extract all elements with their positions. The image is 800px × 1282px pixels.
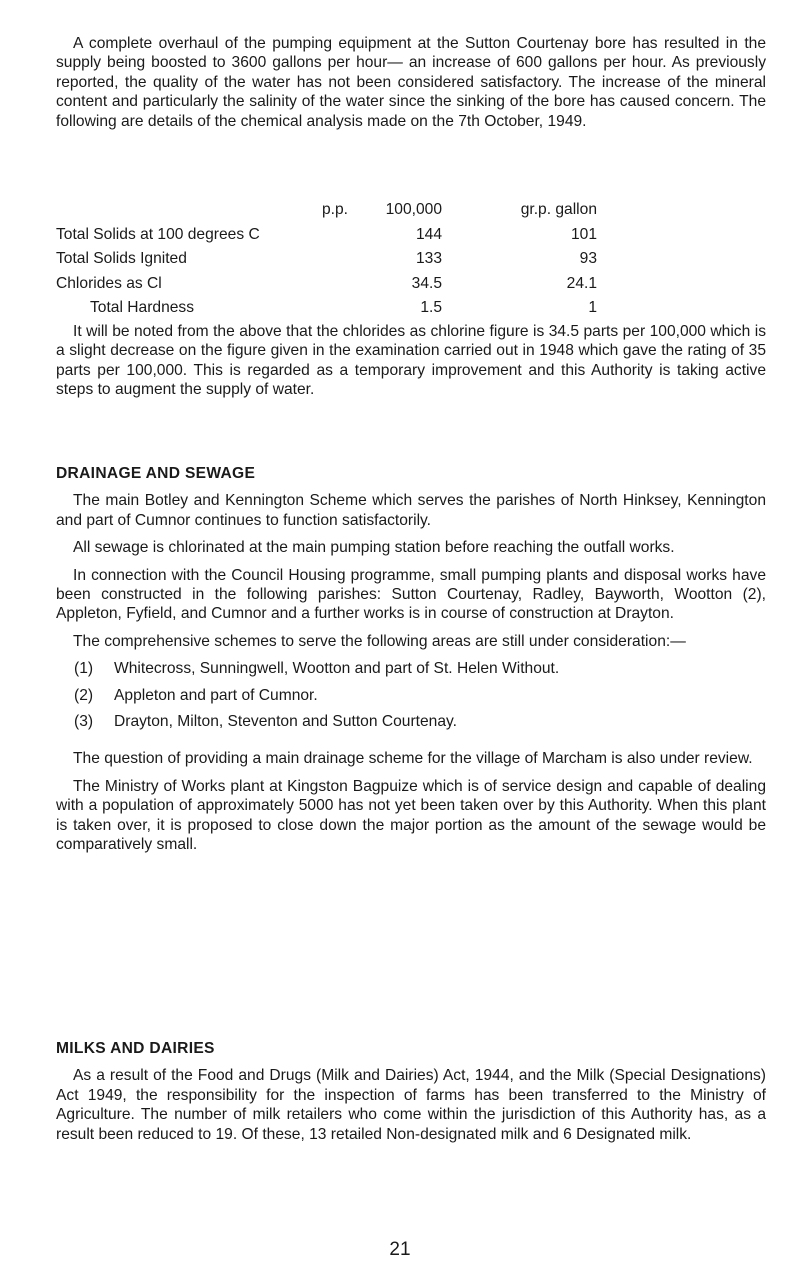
intro-paragraph: A complete overhaul of the pumping equipment at the Sutton Courtenay bore has resulted in the supply being boosted to 3600 gallons per hour— an increase of 600 gallons per hour. As previously reported, the quality of the water has not been considered satisfactory. The increase of the mineral content and particularly the salinity of the water since the sinking of the bore has caused concern. The following are details of the chemical analysis made on the 7th October, 1949. xyxy=(56,35,766,130)
row-value-ppm: 34.5 xyxy=(411,274,442,292)
table-row xyxy=(56,225,597,250)
scheme-list xyxy=(56,659,766,731)
row-value-gpg: 1 xyxy=(588,299,597,316)
row-value-ppm: 144 xyxy=(415,225,442,243)
drainage-paragraph-1: The main Botley and Kennington Scheme which serves the parishes of North Hinksey, Kennington and part of Cumnor continues to function satisfactorily. xyxy=(56,492,766,529)
page-number: 21 xyxy=(389,1239,411,1260)
list-item xyxy=(56,659,766,678)
list-item xyxy=(56,712,766,731)
header-label: p.p. xyxy=(321,201,348,218)
header-col2: gr.p. gallon xyxy=(520,201,597,218)
drainage-paragraph-2: All sewage is chlorinated at the main pumping station before reaching the outfall works. xyxy=(73,539,675,557)
row-label: Total Hardness xyxy=(90,299,195,316)
table-row xyxy=(56,298,597,323)
analysis-table xyxy=(56,200,597,323)
drainage-paragraph-6: The Ministry of Works plant at Kingston Bagpuize which is of service design and capable of dealing with a population of approximately 5000 has not yet been taken over by this Authority. When this plant is taken over, it is proposed to close down the major portion as the amount of the sewage would be comparatively small. xyxy=(56,777,766,854)
row-value-gpg: 101 xyxy=(570,225,597,243)
row-label: Total Solids at 100 degrees C xyxy=(56,225,260,243)
milks-paragraph-1: As a result of the Food and Drugs (Milk and Dairies) Act, 1944, and the Milk (Special Designations) Act 1949, the responsibility for the inspection of farms has been transferred to the Ministry of Agriculture. The number of milk retailers who come within the jurisdiction of this Authority has, as a result been reduced to 19. Of these, 13 retailed Non-designated milk and 6 Designated milk. xyxy=(56,1067,766,1143)
list-item-text: Drayton, Milton, Steventon and Sutton Courtenay. xyxy=(114,713,457,731)
drainage-paragraph-5: The question of providing a main drainage scheme for the village of Marcham is also under review. xyxy=(73,750,753,768)
row-value-gpg: 93 xyxy=(579,250,597,267)
list-item-text: Whitecross, Sunningwell, Wootton and part of St. Helen Without. xyxy=(114,660,560,678)
row-label: Total Solids Ignited xyxy=(56,250,187,267)
row-label: Chlorides as Cl xyxy=(56,274,162,292)
chlorides-paragraph: It will be noted from the above that the chlorides as chlorine figure is 34.5 parts per 100,000 which is a slight decrease on the figure given in the examination carried out in 1948 which gave the rating of 35 parts per 100,000. This is regarded as a temporary improvement and this Authority is taking active steps to augment the supply of water. xyxy=(56,323,766,399)
list-item-number: (3) xyxy=(74,713,94,731)
row-value-gpg: 24.1 xyxy=(566,274,597,292)
table-row xyxy=(56,274,597,299)
chlorides-section xyxy=(56,322,766,400)
list-item-text: Appleton and part of Cumnor. xyxy=(114,686,318,704)
drainage-paragraph-3: In connection with the Council Housing programme, small pumping plants and disposal works have been constructed in the following parishes: Sutton Courtenay, Radley, Bayworth, Wootton (2), Appleton, Fyfield, and Cumnor and a further works is in course of construction at Drayton. xyxy=(56,566,766,623)
list-item-number: (1) xyxy=(74,660,94,678)
header-col1: 100,000 xyxy=(385,201,442,218)
intro-section xyxy=(56,34,766,131)
list-item xyxy=(56,686,766,705)
analysis-table-header xyxy=(56,200,597,225)
row-value-ppm: 1.5 xyxy=(420,299,442,316)
row-value-ppm: 133 xyxy=(415,250,442,267)
milks-section xyxy=(56,1039,766,1144)
drainage-section xyxy=(56,464,766,855)
list-item-number: (2) xyxy=(74,686,94,704)
milks-heading: MILKS AND DAIRIES xyxy=(56,1040,215,1057)
analysis-table-section xyxy=(56,200,766,323)
drainage-heading: DRAINAGE AND SEWAGE xyxy=(56,465,256,482)
table-row xyxy=(56,249,597,274)
drainage-paragraph-4: The comprehensive schemes to serve the following areas are still under consideration:— xyxy=(73,632,686,650)
